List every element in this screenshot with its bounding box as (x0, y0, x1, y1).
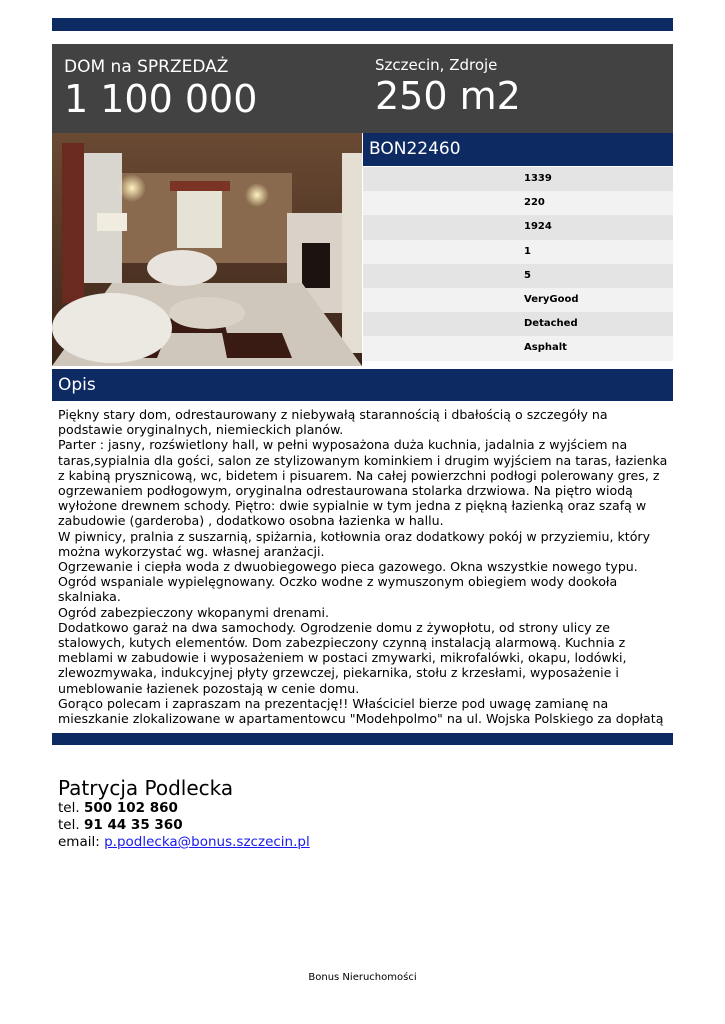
property-photo (52, 133, 362, 366)
tel-label: tel. (58, 800, 80, 816)
spec-row: Detached (363, 312, 673, 336)
description-paragraph: W piwnicy, pralnia z suszarnią, spiżarnia, kotłownia oraz dodatkowy pokój w przyziemiu, który można wykorzystać wg. własnej aranżacji. (58, 528, 651, 559)
phone-line-2 (58, 817, 310, 834)
description-paragraph: Ogród zabezpieczony wkopanymi drenami. (58, 604, 329, 620)
top-decorative-bar (52, 18, 673, 31)
spec-row: 1 (363, 240, 673, 264)
description-paragraph: Ogród wspaniale wypielęgnowany. Oczko wodne z wymuszonym obiegiem wody dookoła skalniaka. (58, 574, 618, 605)
listing-price: 1 100 000 (64, 77, 258, 121)
listing-type: DOM na SPRZEDAŻ (64, 57, 229, 77)
description-paragraph: Piękny stary dom, odrestaurowany z niebywałą starannością i dbałością o szczegóły na podstawie oryginalnych, niemieckich planów. (58, 407, 608, 438)
agent-name: Patrycja Podlecka (58, 776, 234, 800)
tel-label: tel. (58, 817, 80, 833)
phone-number-1: 500 102 860 (83, 800, 178, 816)
description-paragraph: Parter : jasny, rozświetlony hall, w pełni wyposażona duża kuchnia, jadalnia z wyjściem na taras,sypialnia dla gości, salon ze stylizowanym kominkiem i drugim wyjściem na taras, łazienka z kabiną prysznicową, wc, bidetem i pisuarem. Na całej powierzchni podłogi polerowany gres, z ogrzewaniem podłogowym, oryginalna odrestaurowana stolarka drzwiowa. Na piętro wiodą wyłożone drewnem schody. Piętro: dwie sypialnie w tym jedna z piękną łazienką oraz szafą w zabudowie (garderoba) , dodatkowo osobna łazienka w hallu. (58, 437, 668, 529)
agent-contact (58, 776, 310, 851)
description-paragraph: Ogrzewanie i ciepła woda z dwuobiegowego pieca gazowego. Okna wszystkie nowego typu. (58, 559, 638, 575)
email-line (58, 834, 310, 851)
description-paragraph: Dodatkowo garaż na dwa samochody. Ogrodzenie domu z żywopłotu, od strony ulicy ze stalowych, kutych elementów. Dom zabezpieczony czynną instalacją alarmową. Kuchnia z meblami w zabudowie i wyposażeniem w postaci zmywarki, mikrofalówki, okapu, lodówki, zlewozmywaka, indukcyjnej płyty grzewczej, piekarnika, stołu z krzesłami, wyposażenie i umeblowanie łazienek pozostają w cenie domu. (58, 619, 627, 696)
spec-table (363, 167, 673, 361)
listing-location: Szczecin, Zdroje (375, 56, 498, 74)
email-link[interactable]: p.podlecka@bonus.szczecin.pl (104, 834, 310, 850)
listing-id: BON22460 (363, 133, 673, 166)
description-body (58, 407, 670, 726)
description-paragraph: Gorąco polecam i zapraszam na prezentację!! Właściciel bierze pod uwagę zamianę na mieszkanie zlokalizowane w apartamentowcu "Modehpolmo" na ul. Wojska Polskiego za dopłatą (58, 695, 664, 727)
phone-number-2: 91 44 35 360 (83, 817, 183, 833)
email-label: email: (58, 834, 100, 850)
spec-row: 220 (363, 191, 673, 215)
spec-row: VeryGood (363, 288, 673, 312)
footer-company: Bonus Nieruchomości (308, 972, 417, 983)
spec-row: 1339 (363, 167, 673, 191)
listing-header (52, 44, 673, 133)
spec-row: 1924 (363, 215, 673, 239)
spec-row: 5 (363, 264, 673, 288)
listing-area: 250 m2 (375, 74, 521, 118)
spec-row: Asphalt (363, 336, 673, 360)
phone-line-1 (58, 800, 310, 817)
description-heading: Opis (52, 369, 673, 401)
bottom-decorative-bar (52, 733, 673, 745)
